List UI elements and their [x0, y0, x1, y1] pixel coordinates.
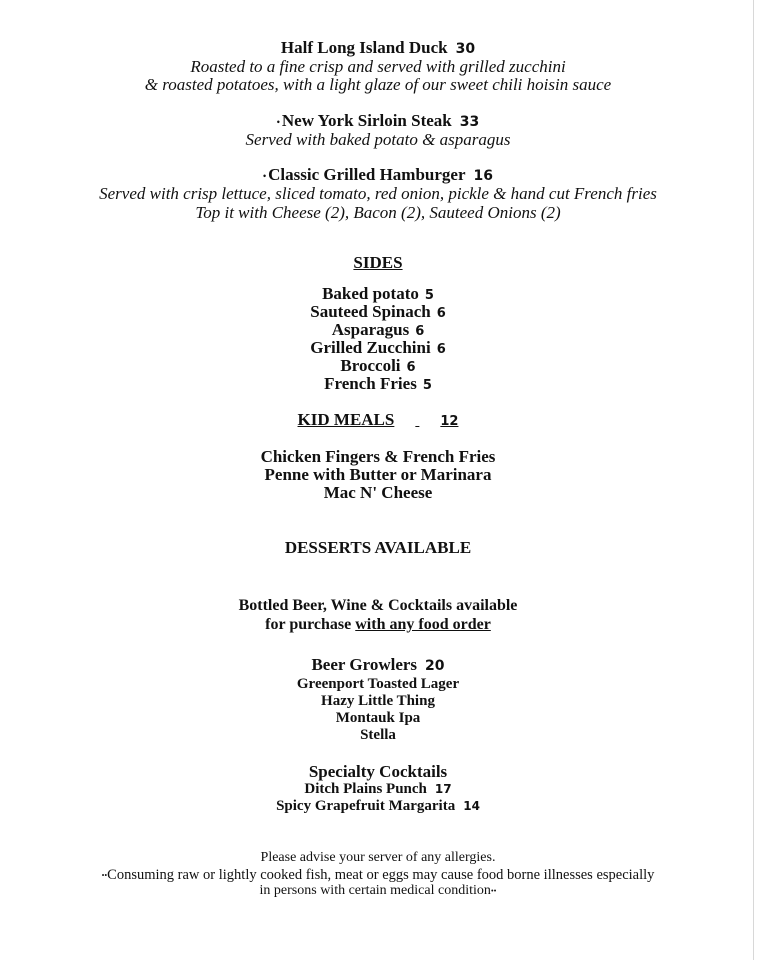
- side-name: Grilled Zucchini: [310, 338, 431, 357]
- warning-text: Consuming raw or lightly cooked fish, meat or eggs may cause food borne illnesses especially: [107, 867, 655, 883]
- side-item: [0, 374, 756, 394]
- side-price: 5: [422, 378, 432, 393]
- entree-title: Half Long Island Duck: [280, 38, 448, 57]
- raw-food-warning-line2: [0, 883, 756, 899]
- entree-title: Classic Grilled Hamburger: [268, 165, 466, 184]
- side-name: Broccoli: [340, 356, 401, 375]
- drinks-notice-line2: [0, 616, 756, 634]
- drinks-notice-emphasis: with any food order: [355, 616, 491, 633]
- entree-price: 30: [455, 41, 476, 57]
- side-price: 6: [436, 342, 446, 357]
- entree-price: 16: [473, 168, 493, 184]
- kid-meals-rule: [394, 412, 440, 430]
- entree-description: & roasted potatoes, with a light glaze of our sweet chili hoisin sauce: [144, 75, 612, 94]
- desserts-heading: DESSERTS AVAILABLE: [284, 538, 472, 557]
- growler-item: Greenport Toasted Lager: [296, 676, 460, 692]
- side-name: French Fries: [324, 374, 417, 393]
- entree-description: Top it with Cheese (2), Bacon (2), Sauteed Onions (2): [195, 203, 561, 222]
- raw-warning-marker: •: [262, 171, 267, 182]
- entree-burger-title-line: [0, 165, 756, 185]
- kid-meal-item: Chicken Fingers & French Fries: [260, 447, 496, 466]
- allergy-notice: Please advise your server of any allergies.: [260, 850, 496, 865]
- entree-description: Served with crisp lettuce, sliced tomato, red onion, pickle & hand cut French fries: [99, 184, 657, 203]
- side-item: [0, 356, 756, 376]
- cocktail-name: Ditch Plains Punch: [304, 781, 427, 797]
- warning-marker: ••: [101, 871, 108, 881]
- entree-steak-title-line: [0, 111, 756, 131]
- raw-warning-marker: •: [276, 117, 280, 128]
- side-name: Baked potato: [322, 284, 419, 303]
- growlers-title-line: [0, 655, 756, 675]
- cocktail-name: Spicy Grapefruit Margarita: [276, 798, 456, 814]
- kid-meals-price: 12: [440, 414, 459, 429]
- entree-duck-title-line: [0, 38, 756, 58]
- cocktail-price: 17: [434, 782, 452, 796]
- raw-food-warning-line1: [0, 867, 756, 884]
- kid-meal-item: Mac N' Cheese: [323, 483, 433, 502]
- growlers-title: Beer Growlers: [311, 655, 418, 674]
- cocktails-title: Specialty Cocktails: [308, 762, 448, 781]
- side-item: [0, 338, 756, 358]
- entree-price: 33: [459, 114, 480, 130]
- side-price: 5: [424, 288, 434, 303]
- cocktail-item: [0, 798, 756, 815]
- entree-description: Roasted to a fine crisp and served with grilled zucchini: [190, 57, 566, 76]
- warning-marker: ••: [490, 886, 497, 896]
- entree-description: Served with baked potato & asparagus: [245, 130, 511, 149]
- side-name: Asparagus: [331, 320, 410, 339]
- drinks-notice-text: for purchase: [265, 616, 356, 633]
- cocktail-price: 14: [463, 799, 480, 813]
- growler-item: Montauk Ipa: [335, 710, 421, 726]
- kid-meals-heading: KID MEALS: [297, 410, 395, 429]
- growler-item: Hazy Little Thing: [321, 693, 435, 709]
- side-item: [0, 320, 756, 340]
- growlers-price: 20: [425, 658, 445, 674]
- cocktail-item: [0, 781, 756, 798]
- sides-heading: SIDES: [353, 253, 403, 272]
- warning-text: in persons with certain medical condition: [259, 883, 491, 898]
- side-price: 6: [406, 360, 416, 375]
- side-name: Sauteed Spinach: [310, 302, 431, 321]
- growler-item: Stella: [360, 727, 396, 743]
- side-item: [0, 284, 756, 304]
- entree-title: New York Sirloin Steak: [281, 111, 452, 130]
- side-price: 6: [436, 306, 446, 321]
- side-item: [0, 302, 756, 322]
- drinks-notice-line1: Bottled Beer, Wine & Cocktails available: [238, 597, 518, 614]
- kid-meal-item: Penne with Butter or Marinara: [264, 465, 492, 484]
- side-price: 6: [415, 324, 425, 339]
- kid-meals-heading-line: [0, 410, 756, 430]
